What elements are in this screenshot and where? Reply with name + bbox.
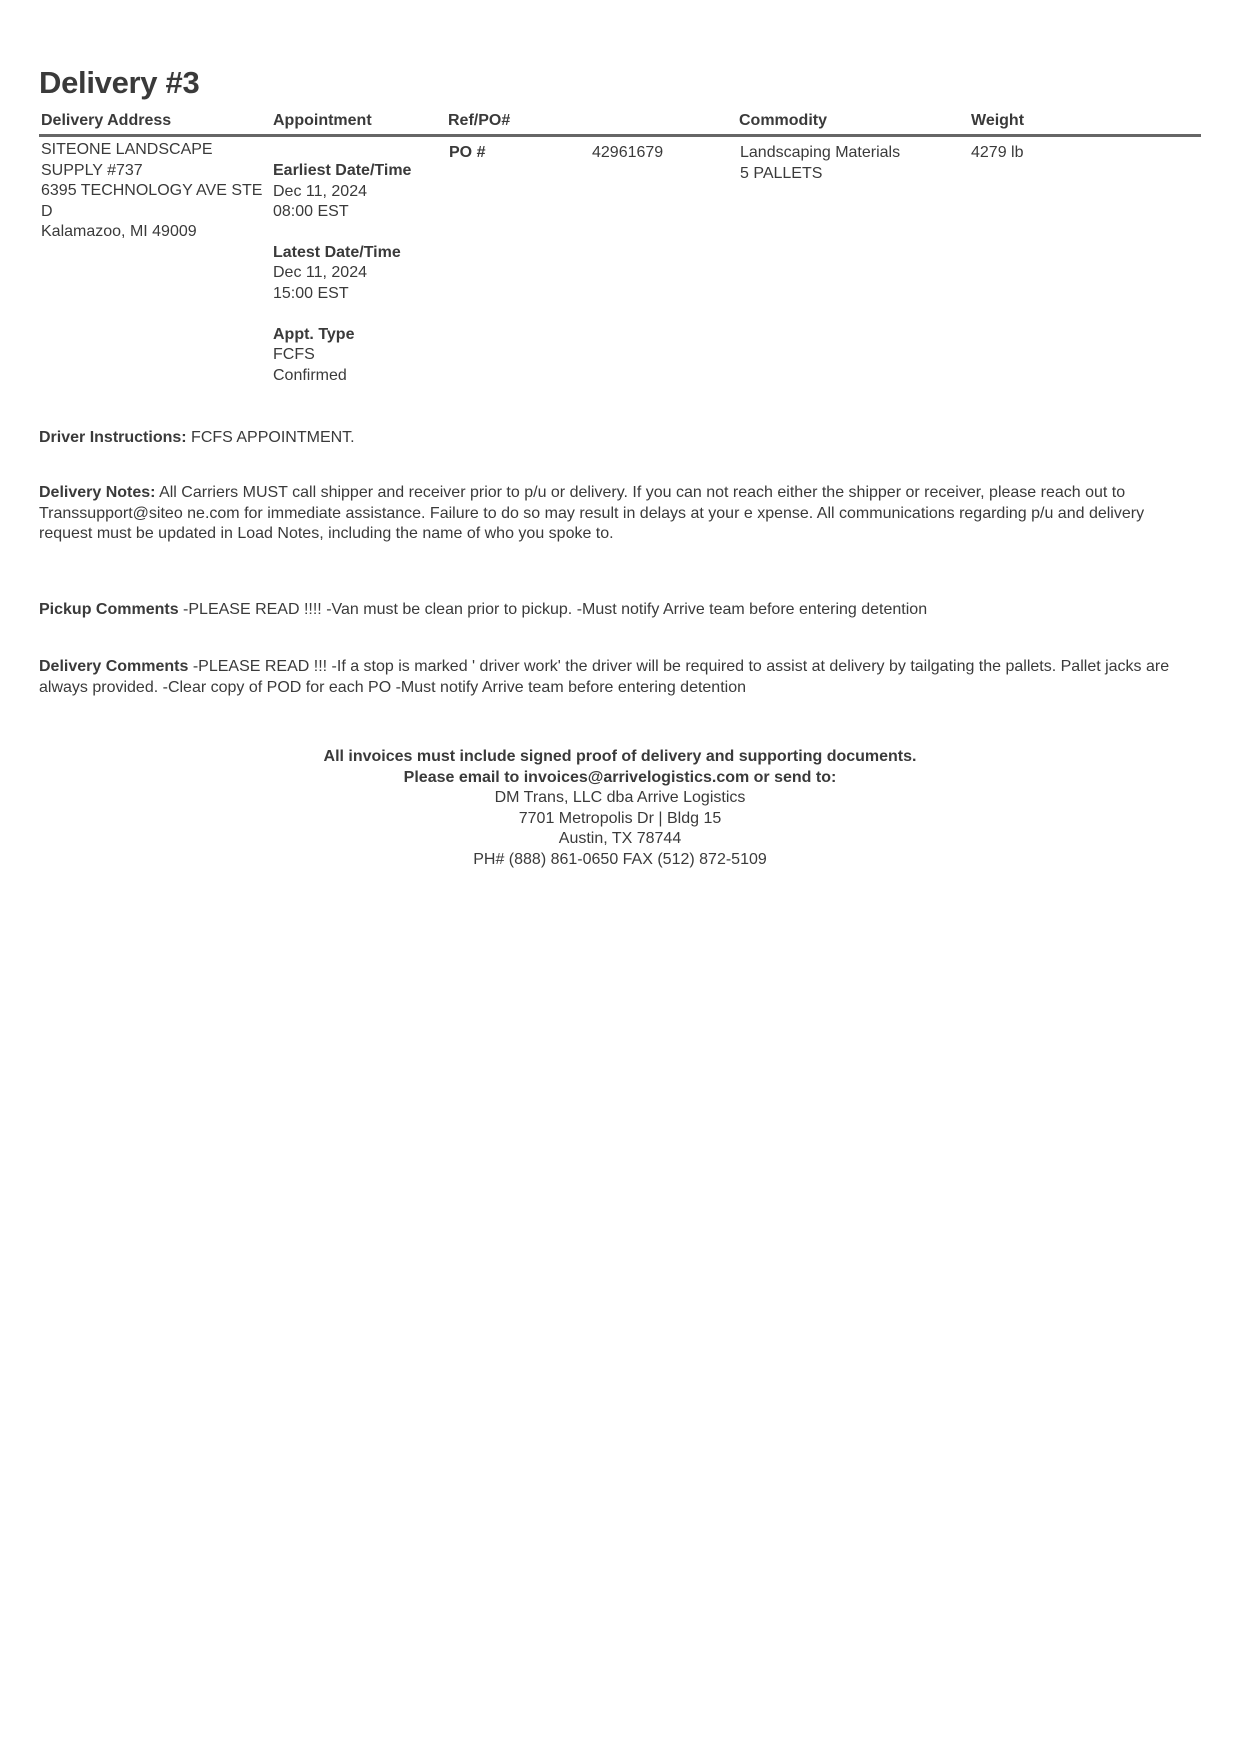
delivery-notes-text: All Carriers MUST call shipper and receiver prior to p/u or delivery. If you can not reach either the shipper or receiver, please reach out to Transsupport@siteo ne.com for immediate assistance. Failure to do so may result in delays at your e xpense. All communications regarding p/u and delivery request must be updated in Load Notes, including the name of who you spoke to. bbox=[39, 484, 1145, 543]
header-appointment: Appointment bbox=[273, 112, 372, 129]
commodity-name: Landscaping Materials bbox=[740, 144, 901, 161]
address-line: SITEONE LANDSCAPE bbox=[41, 141, 213, 158]
latest-time: 15:00 EST bbox=[273, 284, 349, 302]
header-weight: Weight bbox=[971, 112, 1025, 129]
appt-status: Confirmed bbox=[273, 366, 347, 384]
driver-instructions-label: Driver Instructions: bbox=[39, 429, 187, 446]
footer-company-name: DM Trans, LLC dba Arrive Logistics bbox=[494, 789, 746, 807]
earliest-time: 08:00 EST bbox=[273, 203, 349, 221]
pickup-comments-label: Pickup Comments bbox=[39, 601, 179, 618]
appt-type-label: Appt. Type bbox=[273, 325, 355, 343]
address-line: SUPPLY #737 bbox=[41, 161, 143, 179]
footer-email-instruction: Please email to invoices@arrivelogistics.com or send to: bbox=[403, 768, 837, 786]
footer-street-address: 7701 Metropolis Dr | Bldg 15 bbox=[518, 809, 722, 827]
weight-cell: 4279 lb bbox=[971, 144, 1024, 161]
delivery-comments-label: Delivery Comments bbox=[39, 658, 189, 675]
appointment-cell bbox=[273, 161, 443, 386]
address-line: 6395 TECHNOLOGY AVE STE bbox=[41, 182, 263, 200]
ref-value: 42961679 bbox=[592, 144, 664, 161]
latest-date: Dec 11, 2024 bbox=[273, 264, 367, 282]
delivery-comments bbox=[39, 657, 1201, 698]
appt-type-value: FCFS bbox=[273, 346, 315, 364]
header-ref-po: Ref/PO# bbox=[448, 112, 511, 129]
table-header bbox=[39, 110, 1201, 137]
address-line: D bbox=[41, 202, 53, 220]
page-title: Delivery #3 bbox=[39, 65, 200, 100]
earliest-date: Dec 11, 2024 bbox=[273, 182, 367, 200]
commodity-qty: 5 PALLETS bbox=[740, 164, 823, 182]
header-delivery-address: Delivery Address bbox=[41, 112, 172, 129]
commodity-cell bbox=[740, 143, 960, 184]
delivery-comments-text: -PLEASE READ !!! -If a stop is marked ' driver work' the driver will be required to assist at delivery by tailgating the pallets. Pallet jacks are always provided. -Clear copy of POD for each PO -Must notify Arrive team before entering detention bbox=[39, 658, 1170, 696]
footer-phone-fax: PH# (888) 861-0650 FAX (512) 872-5109 bbox=[473, 850, 767, 868]
latest-label: Latest Date/Time bbox=[273, 243, 401, 261]
address-line: Kalamazoo, MI 49009 bbox=[41, 223, 197, 241]
delivery-notes-label: Delivery Notes: bbox=[39, 484, 156, 501]
driver-instructions bbox=[39, 428, 1201, 449]
table-row bbox=[39, 137, 1201, 407]
earliest-label: Earliest Date/Time bbox=[273, 162, 412, 179]
invoice-footer bbox=[39, 747, 1201, 871]
pickup-comments bbox=[39, 600, 1201, 621]
pickup-comments-text: -PLEASE READ !!!! -Van must be clean prior to pickup. -Must notify Arrive team before entering detention bbox=[178, 601, 928, 618]
delivery-notes bbox=[39, 483, 1201, 545]
footer-city-state: Austin, TX 78744 bbox=[558, 830, 682, 848]
footer-invoice-requirement: All invoices must include signed proof of delivery and supporting documents. bbox=[323, 748, 917, 765]
driver-instructions-text: FCFS APPOINTMENT. bbox=[186, 429, 355, 446]
delivery-address-cell bbox=[41, 140, 271, 243]
header-commodity: Commodity bbox=[739, 112, 827, 129]
delivery-section bbox=[39, 62, 1201, 868]
ref-label: PO # bbox=[449, 144, 486, 161]
